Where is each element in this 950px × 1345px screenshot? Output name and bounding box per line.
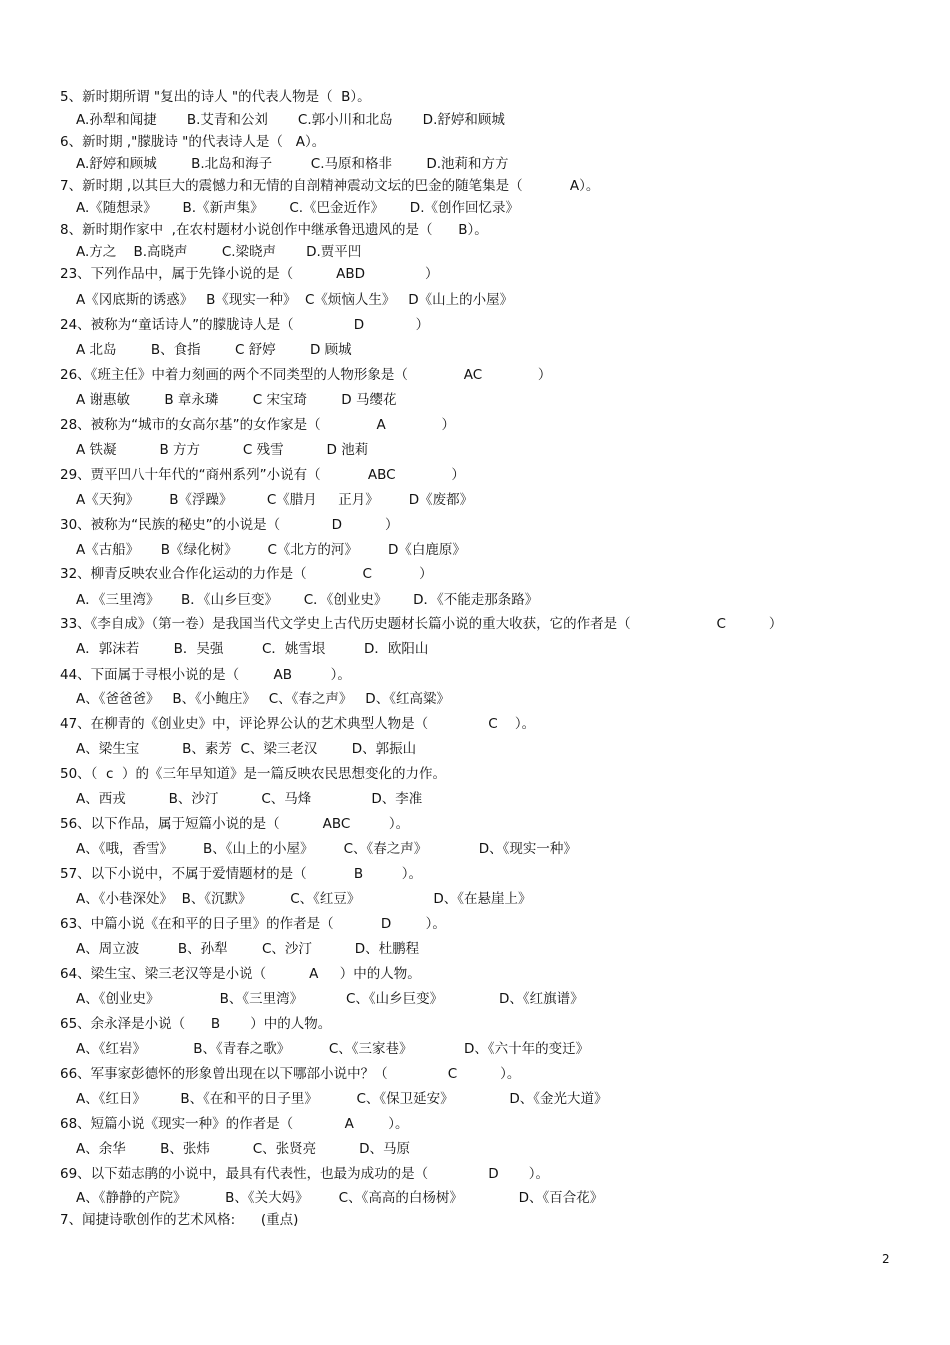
question-line: 24、被称为“童话诗人”的朦胧诗人是（ D ） [60,317,430,333]
options-line: A.《随想录》 B.《新声集》 C.《巴金近作》 D.《创作回忆录》 [76,200,519,216]
options-line: A《冈底斯的诱惑》 B《现实一种》 C《烦恼人生》 D《山上的小屋》 [76,292,514,308]
question-line: 56、以下作品，属于短篇小说的是（ ABC ）。 [60,816,410,832]
options-line: A、余华 B、张炜 C、张贤亮 D、马原 [76,1141,410,1157]
question-line: 33、《李自成》（第一卷）是我国当代文学史上古代历史题材长篇小说的重大收获，它的作者是（ C ） [60,616,783,632]
options-line: A《天狗》 B《浮躁》 C《腊月 正月》 D《废都》 [76,492,474,508]
options-line: A、梁生宝 B、素芳 C、梁三老汉 D、郭振山 [76,741,417,757]
question-line: 50、（ c ）的《三年早知道》是一篇反映农民思想变化的力作。 [60,766,447,782]
question-line: 47、在柳青的《创业史》中，评论界公认的艺术典型人物是（ C ）。 [60,716,536,732]
options-line: A.方之 B.高晓声 C.梁晓声 D.贾平凹 [76,244,362,260]
question-line: 28、被称为“城市的女高尔基”的女作家是（ A ） [60,417,455,433]
question-line: 8、新时期作家中 ,在农村题材小说创作中继承鲁迅遗风的是（ B）。 [60,222,488,238]
question-line: 23、下列作品中，属于先锋小说的是（ ABD ） [60,266,439,282]
question-line: 7、闻捷诗歌创作的艺术风格: (重点) [60,1212,299,1228]
question-line: 68、短篇小说《现实一种》的作者是（ A ）。 [60,1116,409,1132]
options-line: A、《小巷深处》 B、《沉默》 C、《红豆》 D、《在悬崖上》 [76,891,532,907]
options-line: A．《三里湾》 B．《山乡巨变》 C．《创业史》 D．《不能走那条路》 [76,592,539,608]
options-line: A、《创业史》 B、《三里湾》 C、《山乡巨变》 D、《红旗谱》 [76,991,584,1007]
options-line: A、《哦，香雪》 B、《山上的小屋》 C、《春之声》 D、《现实一种》 [76,841,577,857]
options-line: A.舒婷和顾城 B.北岛和海子 C.马原和格非 D.池莉和方方 [76,156,509,172]
options-line: A《古船》 B《绿化树》 C《北方的河》 D《白鹿原》 [76,542,466,558]
options-line: A 谢惠敏 B 章永璘 C 宋宝琦 D 马缨花 [76,392,397,408]
question-line: 44、下面属于寻根小说的是（ AB ）。 [60,667,351,683]
question-line: 6、新时期 ,"朦胧诗 "的代表诗人是（ A）。 [60,134,326,150]
options-line: A、《红日》 B、《在和平的日子里》 C、《保卫延安》 D、《金光大道》 [76,1091,608,1107]
question-line: 64、梁生宝、梁三老汉等是小说（ A ）中的人物。 [60,966,421,982]
question-line: 7、新时期 ,以其巨大的震憾力和无情的自剖精神震动文坛的巴金的随笔集是（ A）。 [60,178,600,194]
question-line: 5、新时期所谓 "复出的诗人 "的代表人物是（ B）。 [60,89,371,105]
options-line: A、周立波 B、孙犁 C、沙汀 D、杜鹏程 [76,941,420,957]
question-line: 65、余永泽是小说（ B ）中的人物。 [60,1016,332,1032]
question-line: 66、军事家彭德怀的形象曾出现在以下哪部小说中？（ C ）。 [60,1066,521,1082]
options-line: A、《静静的产院》 B、《关大妈》 C、《高高的白杨树》 D、《百合花》 [76,1190,604,1206]
question-line: 26、《班主任》中着力刻画的两个不同类型的人物形象是（ AC ） [60,367,552,383]
options-line: A．郭沫若 B．吴强 C．姚雪垠 D．欧阳山 [76,641,429,657]
question-line: 30、被称为“民族的秘史”的小说是（ D ） [60,517,399,533]
options-line: A 北岛 B、食指 C 舒婷 D 顾城 [76,342,352,358]
options-line: A、《爸爸爸》 B、《小鲍庄》 C、《春之声》 D、《红高粱》 [76,691,450,707]
page-number: 2 [882,1252,890,1266]
options-line: A.孙犁和闻捷 B.艾青和公刘 C.郭小川和北岛 D.舒婷和顾城 [76,112,505,128]
question-line: 32、柳青反映农业合作化运动的力作是（ C ） [60,566,433,582]
question-line: 69、以下茹志鹃的小说中，最具有代表性，也最为成功的是（ D ）。 [60,1166,549,1182]
options-line: A、《红岩》 B、《青春之歌》 C、《三家巷》 D、《六十年的变迁》 [76,1041,590,1057]
options-line: A、西戎 B、沙汀 C、马烽 D、李准 [76,791,423,807]
question-line: 29、贾平凹八十年代的“商州系列”小说有（ ABC ） [60,467,465,483]
question-line: 63、中篇小说《在和平的日子里》的作者是（ D ）。 [60,916,446,932]
options-line: A 铁凝 B 方方 C 残雪 D 池莉 [76,442,369,458]
question-line: 57、以下小说中，不属于爱情题材的是（ B ）。 [60,866,423,882]
